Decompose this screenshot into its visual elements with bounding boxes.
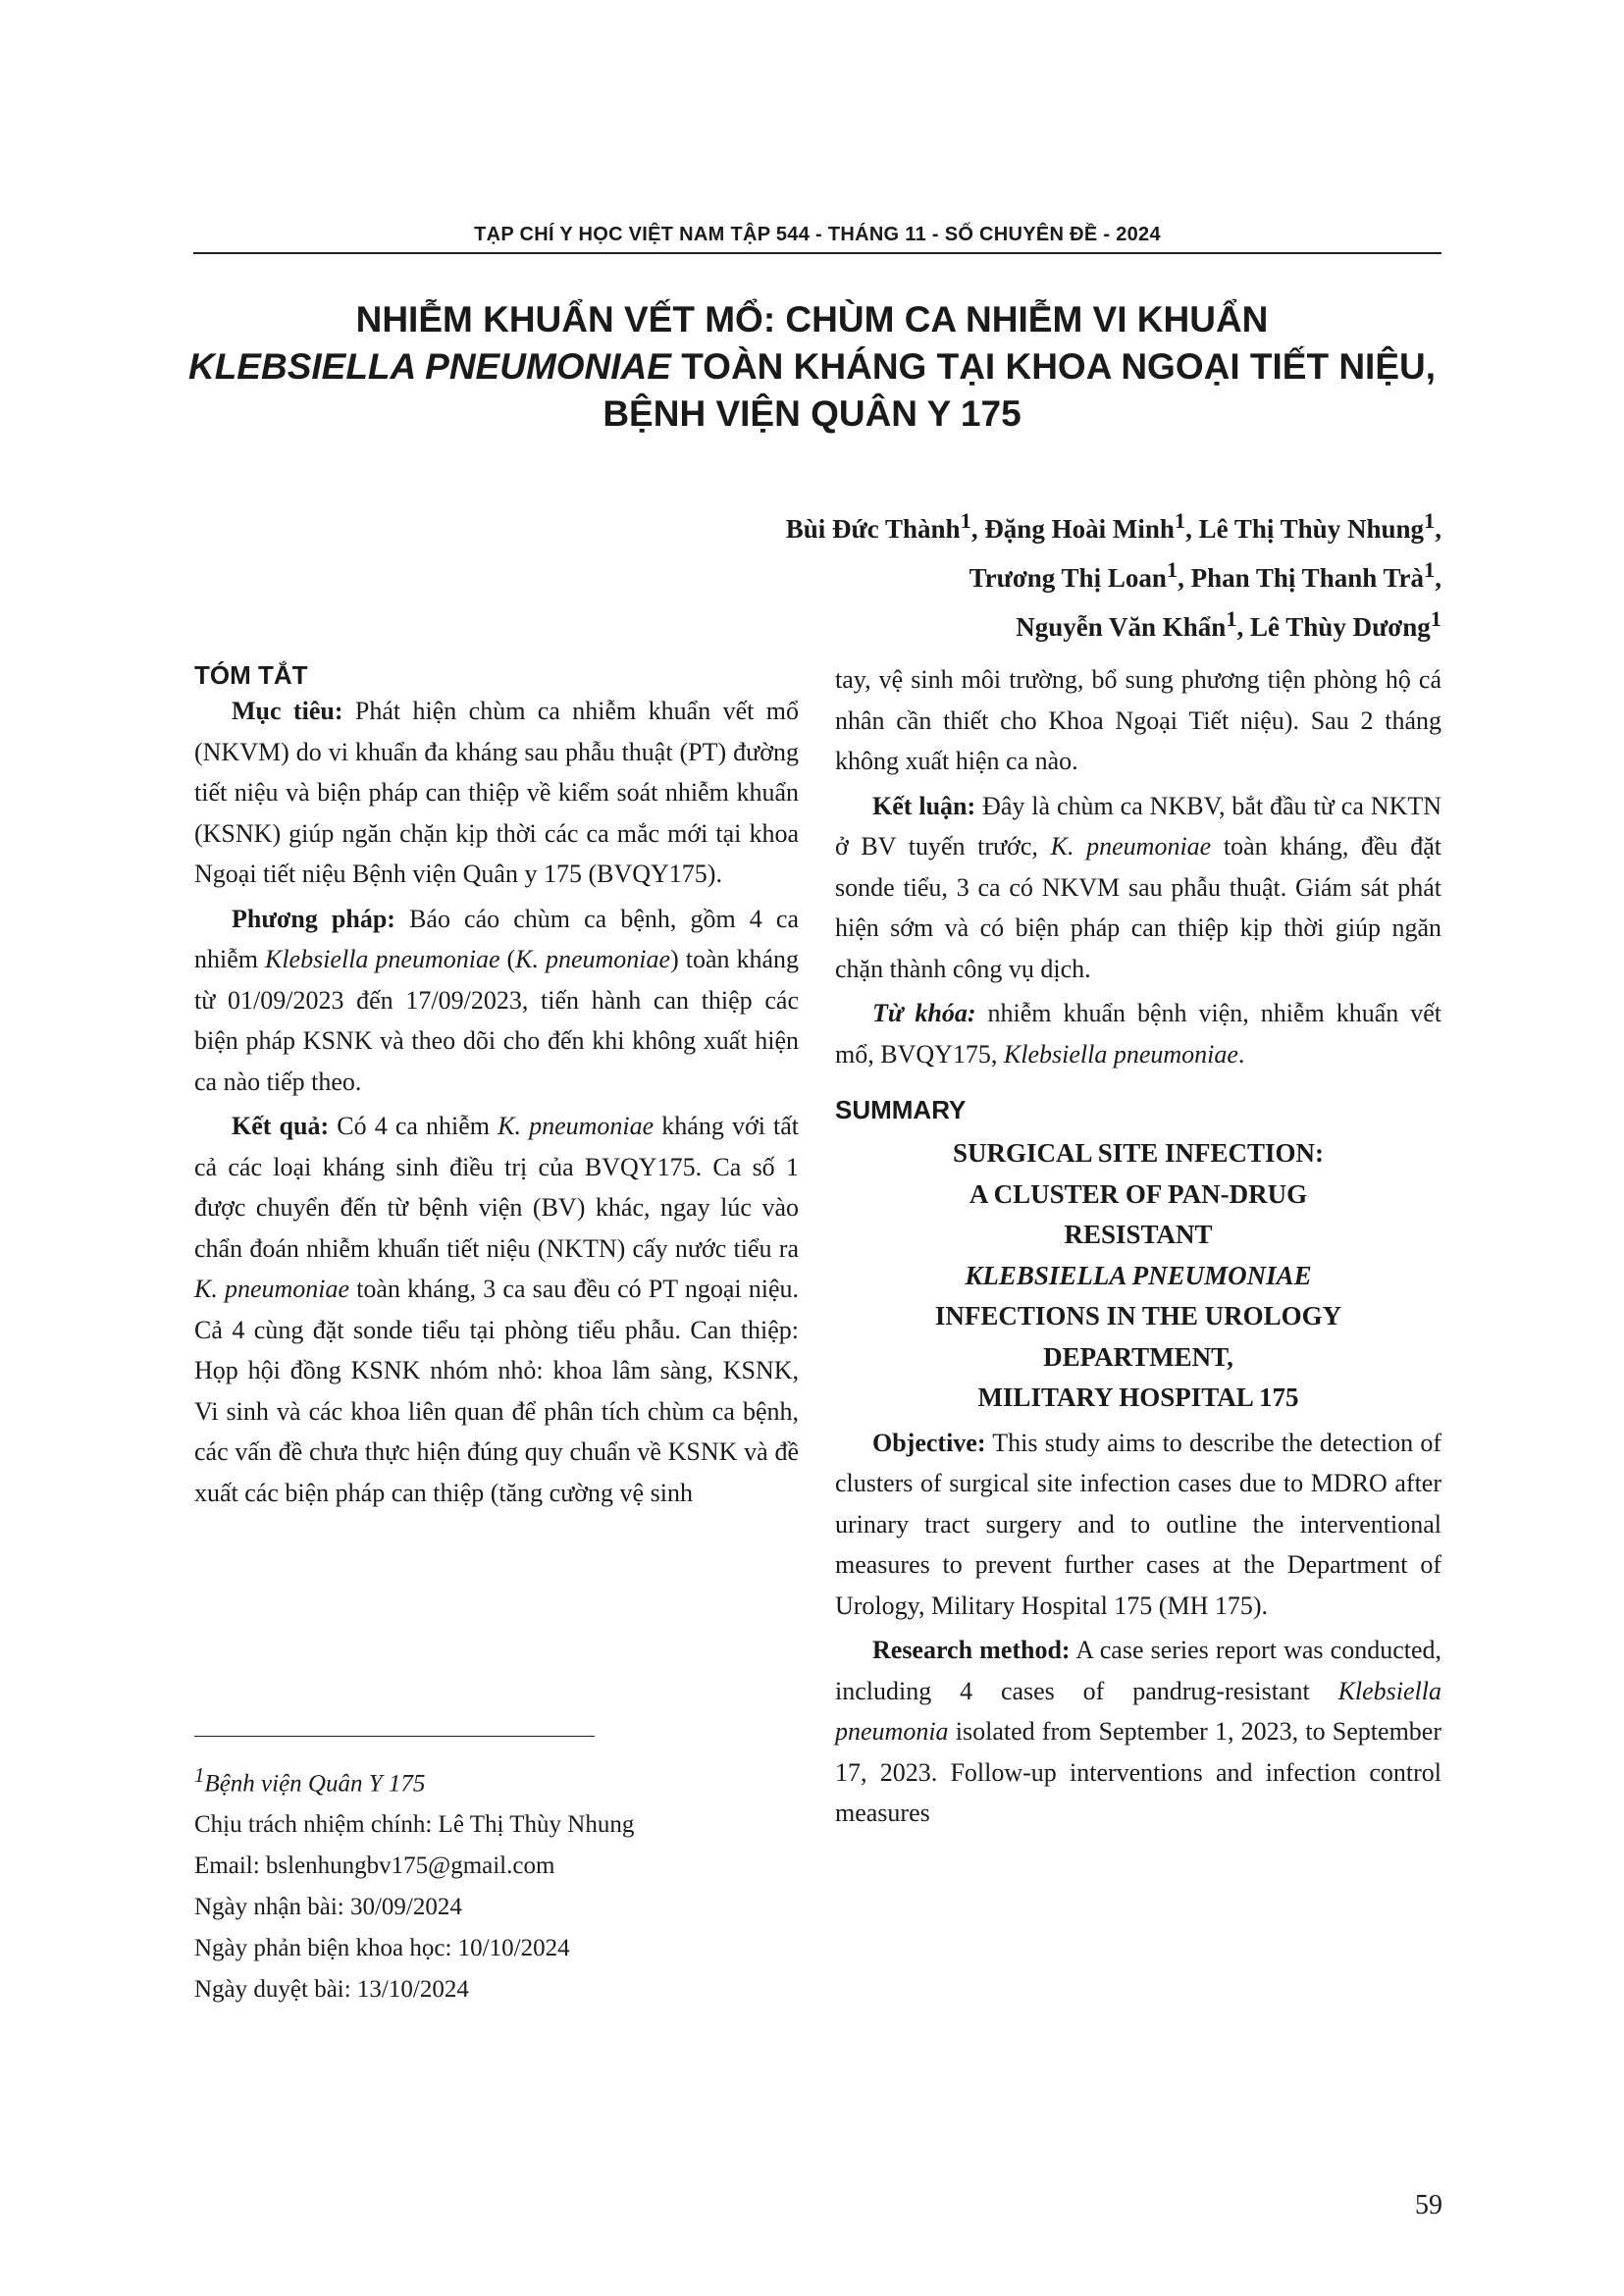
- vn-conclusion-label: Kết luận:: [872, 791, 976, 820]
- english-title: [835, 1133, 1441, 1419]
- author-name: Trương Thị Loan: [969, 563, 1167, 593]
- text-run: Báo cáo chùm ca bệnh, gồm 4 ca nhiễm: [194, 904, 799, 973]
- en-title-line: RESISTANT: [1064, 1220, 1213, 1249]
- vn-conclusion-paragraph: [835, 786, 1441, 990]
- organism-name: K. pneumoniae: [194, 1275, 350, 1303]
- affiliation-mark: 1: [1430, 606, 1441, 631]
- en-title-organism: KLEBSIELLA PNEUMONIAE: [965, 1260, 1312, 1290]
- summary-en-heading: SUMMARY: [835, 1095, 967, 1124]
- author-name: Phan Thị Thanh Trà: [1190, 563, 1424, 593]
- author-line-2: [460, 549, 1441, 599]
- vn-results-label: Kết quả:: [232, 1112, 330, 1140]
- author-separator: ,: [970, 514, 985, 544]
- vn-results-paragraph: [194, 1106, 799, 1513]
- received-date: Ngày nhận bài: 30/09/2024: [194, 1894, 462, 1921]
- article-title: [147, 296, 1477, 438]
- affiliation-mark: 1: [1226, 606, 1237, 631]
- vn-keywords-label: Từ khóa:: [872, 999, 976, 1027]
- en-method-paragraph: [835, 1630, 1441, 1834]
- text-run: nhiễm khuẩn bệnh viện, nhiễm khuẩn vết mổ, BVQY175,: [835, 999, 1442, 1069]
- title-line-2: [147, 343, 1477, 391]
- email-line: Email: bslenhungbv175@gmail.com: [194, 1852, 555, 1880]
- footnotes: [194, 1754, 799, 2010]
- title-organism: KLEBSIELLA PNEUMONIAE: [187, 346, 671, 387]
- author-name: Lê Thị Thùy Nhung: [1198, 514, 1424, 544]
- vn-results-continued: tay, vệ sinh môi trường, bổ sung phương tiện phòng hộ cá nhân cần thiết cho Khoa Ngoại Tiết niệu). Sau 2 tháng không xuất hiện ca nào.: [835, 665, 1441, 775]
- affiliation-mark: 1: [1424, 508, 1436, 533]
- page-number: 59: [1415, 2190, 1442, 2220]
- corresponding-author: Chịu trách nhiệm chính: Lê Thị Thùy Nhung: [194, 1811, 635, 1839]
- title-line-3: BỆNH VIỆN QUÂN Y 175: [602, 393, 1022, 434]
- title-line-2-rest: TOÀN KHÁNG TẠI KHOA NGOẠI TIẾT NIỆU,: [670, 346, 1437, 387]
- en-title-line: INFECTIONS IN THE UROLOGY: [934, 1301, 1342, 1331]
- vn-method-label: Phương pháp:: [232, 904, 395, 933]
- organism-name: K. pneumoniae: [498, 1112, 655, 1140]
- organism-name: Klebsiella pneumonia: [835, 1676, 1441, 1746]
- author-list: [460, 500, 1441, 648]
- en-objective-label: Objective:: [872, 1428, 986, 1457]
- organism-name: K. pneumoniae: [515, 945, 671, 973]
- header-rule: [193, 252, 1441, 254]
- text-run: This study aims to describe the detection of clusters of surgical site infection cases due to MDRO after urinary tract surgery and to outline the interventional measures to prevent further cases at the Department of Urology, Military Hospital 175 (MH 175).: [835, 1428, 1441, 1620]
- right-column: [835, 659, 1441, 1838]
- en-title-line: DEPARTMENT,: [1043, 1341, 1233, 1372]
- author-name: Lê Thùy Dương: [1250, 612, 1431, 642]
- author-separator: ,: [1185, 514, 1199, 544]
- text-run: toàn kháng, 3 ca sau đều có PT ngoại niệu. Cả 4 cùng đặt sonde tiểu tại phòng tiểu phẫu. Can thiệp: Họp hội đồng KSNK nhóm nhỏ: khoa lâm sàng, KSNK, Vi sinh và các khoa liên quan để phân tích chùm ca bệnh, các vấn đề chưa thực hiện đúng quy chuẩn về KSNK và đề xuất các biện pháp can thiệp (tăng cường vệ sinh: [194, 1275, 799, 1507]
- vn-keywords-paragraph: [835, 993, 1441, 1074]
- affiliation-footnote: [194, 1754, 799, 1804]
- author-separator: ,: [1236, 612, 1251, 642]
- affiliation-text: Bệnh viện Quân Y 175: [204, 1770, 426, 1798]
- summary-vn-heading: TÓM TẮT: [194, 660, 308, 690]
- review-date: Ngày phản biện khoa học: 10/10/2024: [194, 1935, 570, 1962]
- vn-method-paragraph: [194, 899, 799, 1103]
- footnote-rule: [194, 1736, 595, 1737]
- author-line-3: [460, 599, 1441, 648]
- affiliation-mark: 1: [1166, 557, 1179, 582]
- accepted-date: Ngày duyệt bài: 13/10/2024: [194, 1976, 469, 2004]
- text-run: toàn kháng, đều đặt sonde tiểu, 3 ca có NKVM sau phẫu thuật. Giám sát phát hiện sớm và có biện pháp can thiệp kịp thời giúp ngăn chặn thành công vụ dịch.: [835, 832, 1441, 983]
- author-name: Đặng Hoài Minh: [984, 514, 1175, 544]
- author-line-1: [460, 500, 1441, 549]
- en-objective-paragraph: [835, 1423, 1441, 1627]
- left-column: [194, 659, 799, 1517]
- author-name: Nguyễn Văn Khẩn: [1016, 612, 1227, 642]
- text-run: isolated from September 1, 2023, to September 17, 2023. Follow-up interventions and infection control measures: [835, 1717, 1441, 1827]
- text-run: .: [1237, 1039, 1245, 1069]
- text-run: (: [499, 945, 516, 973]
- vn-objective-text: Phát hiện chùm ca nhiễm khuẩn vết mổ (NKVM) do vi khuẩn đa kháng sau phẫu thuật (PT) đường tiết niệu và biện pháp can thiệp về kiểm soát nhiễm khuẩn (KSNK) giúp ngăn chặn kịp thời các ca mắc mới tại khoa Ngoại tiết niệu Bệnh viện Quân y 175 (BVQY175).: [194, 697, 799, 888]
- affiliation-mark: 1: [194, 1763, 205, 1787]
- author-trailing-comma: ,: [1435, 514, 1441, 544]
- en-title-line: SURGICAL SITE INFECTION:: [952, 1138, 1325, 1168]
- affiliation-mark: 1: [960, 508, 971, 533]
- affiliation-mark: 1: [1424, 557, 1436, 582]
- organism-name: Klebsiella pneumoniae: [1003, 1039, 1238, 1069]
- vn-objective-paragraph: [194, 691, 799, 895]
- affiliation-mark: 1: [1174, 508, 1186, 533]
- text-run: Có 4 ca nhiễm: [329, 1112, 498, 1140]
- text-run: kháng với tất cả các loại kháng sinh điều trị của BVQY175. Ca số 1 được chuyển đến từ bệnh viện (BV) khác, ngay lúc vào chẩn đoán nhiễm khuẩn tiết niệu (NKTN) cấy nước tiểu ra: [194, 1112, 800, 1263]
- text-run: ) toàn kháng từ 01/09/2023 đến 17/09/2023, tiến hành can thiệp các biện pháp KSNK và theo dõi cho đến khi không xuất hiện ca nào tiếp theo.: [194, 945, 800, 1096]
- text-run: Đây là chùm ca NKBV, bắt đầu từ ca NKTN ở BV tuyến trước,: [835, 791, 1441, 861]
- en-title-line: MILITARY HOSPITAL 175: [977, 1383, 1299, 1412]
- text-run: A case series report was conducted, including 4 cases of pandrug-resistant: [835, 1636, 1442, 1705]
- author-trailing-comma: ,: [1435, 563, 1441, 593]
- en-title-line: A CLUSTER OF PAN-DRUG: [969, 1178, 1308, 1209]
- author-name: Bùi Đức Thành: [785, 514, 961, 544]
- organism-name: Klebsiella pneumoniae: [264, 945, 500, 973]
- vn-objective-label: Mục tiêu:: [232, 697, 343, 725]
- organism-name: K. pneumoniae: [1050, 832, 1212, 861]
- title-line-1: NHIỄM KHUẨN VẾT MỔ: CHÙM CA NHIỄM VI KHUẨN: [355, 299, 1269, 339]
- author-separator: ,: [1178, 563, 1191, 593]
- en-method-label: Research method:: [872, 1636, 1071, 1664]
- running-head: TẠP CHÍ Y HỌC VIỆT NAM TẬP 544 - THÁNG 11 - SỐ CHUYÊN ĐỀ - 2024: [474, 224, 1161, 245]
